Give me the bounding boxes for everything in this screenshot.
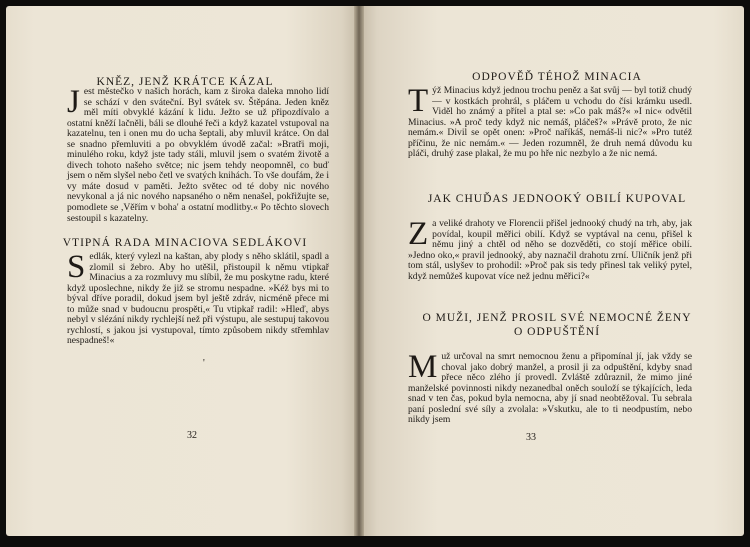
page-number: 32 (187, 430, 197, 441)
section-heading-continued: O ODPUŠTĚNÍ (513, 326, 601, 338)
story-text (67, 249, 329, 347)
page-number: 33 (526, 432, 536, 443)
story-text (67, 84, 329, 224)
drop-cap: J (67, 84, 80, 120)
paragraph: a veliké drahoty ve Florencii přišel jednooký chudý na trh, aby, jak povídal, koupil měřici obilí. Když se vyptával na cenu, přišel k němu jiný a chtěl od něho se dozvěděti, co stojí měřice obilí. »Jedno oko,« pravil jednooký, aby naznačil drahotu zrní. Uličník jenž při tom stál, uslyšev to prohodil: »Proč pak sis tedy přinesl tak veliký pytel, když nemůžeš kupovat více než jednu měřici?« (408, 218, 692, 282)
drop-cap: M (408, 349, 438, 385)
story-text (408, 83, 692, 160)
ink-mark: ' (203, 358, 205, 369)
section-heading: ODPOVĚĎ TÉHOŽ MINACIA (472, 71, 642, 83)
section-heading: O MUŽI, JENŽ PROSIL SVÉ NEMOCNÉ ŽENY (422, 312, 692, 324)
book-gutter (354, 6, 364, 536)
story-text (408, 216, 692, 282)
drop-cap: S (67, 249, 86, 285)
story-text (408, 349, 692, 426)
drop-cap: Z (408, 216, 429, 252)
section-heading: JAK CHUĎAS JEDNOOKÝ OBILÍ KUPOVAL (427, 193, 687, 205)
section-heading: VTIPNÁ RADA MINACIOVA SEDLÁKOVI (62, 237, 308, 249)
section-heading: KNĚZ, JENŽ KRÁTCE KÁZAL (96, 76, 274, 88)
drop-cap: T (408, 83, 429, 119)
paragraph: ýž Minacius když jednou trochu peněz a šat svůj — byl totiž chudý — v kostkách prohrál, s pláčem u vchodu do čísi krámku usedl. Viděl ho známý a přítel a ptal se: »Co pak máš?« »I nic« odvětil Minacius. »A proč tedy když nic nemáš, pláčeš?« »Právě proto, že nic nemám.« Divil se opět onen: »Proč naříkáš, nemáš-li nic?« »Pro tutéž příčinu, že nic nemám.« — Jeden rozumněl, že druh nemá důvodu ku pláči, druhý zase plakal, že mu po hře nic nezbylo a že nic nemá. (408, 85, 692, 160)
paragraph: edlák, který vylezl na kaštan, aby plody s něho sklátil, spadl a zlomil si žebro. Aby ho utěšil, přistoupil k němu vtipkař Minacius a za rozmluvy mu slíbil, že mu poskytne radu, které když uposlechne, nikdy že již se stromu nespadne. »Kéž bys mi to býval dříve poradil, dokud jsem byl ještě zdráv, nicméně přece mi to může snad v budoucnu prospěti,« Tu vtipkař radil: »Hleď, abys nebyl v slézání nikdy rychlejší než při výstupu, ale sestupuj takovou rychlostí, s jakou jsi vystupoval, tímto způsobem nikdy střemhlav nespadneš!« (67, 251, 329, 347)
paragraph: est městečko v našich horách, kam z široka daleka mnoho lidí se schází v den sváteční. Byl svátek sv. Štěpána. Jeden kněz měl míti obvyklé kázání k lidu. Ježto se už připozdívalo a ostatní kněží lačněli, báli se dlouhé řeči a když kazatel vstupoval na kazatelnu, ten i onen mu do ucha šeptali, aby mluvil krátce. On dal se snadno přemluviti a po obvyklém úvodě začal: »Bratři moji, minulého roku, když jste tady stáli, mluvil jsem o svatém životě a divech tohoto našeho světce; nic jsem tehdy neopomněl, co buď jsem o něm slyšel nebo četl ve svatých knihách. To vše doufám, že i vy máte dosud v paměti. Ježto světec od té doby nic nového nevykonal a já nic nového napsaného o něm nenašel, pokřižujte se, pomodlete se ,Věřím v boha' a ostatní modlitby.« Po těchto slovech sestoupil s kazatelny. (67, 86, 329, 224)
paragraph: už určoval na smrt nemocnou ženu a připomínal jí, jak vždy se choval jako dobrý manžel, a prosil ji za odpuštění, kdyby snad přece něco zlého jí provedl. Zvláště zdůraznil, že mimo jiné manželské povinnosti nikdy nezanedbal oněch souloží se týkajících, leda snad v ten čas, pokud byla nemocna, aby jí snad neobtěžoval. Tu sebrala paní poslední své síly a zvolala: »Vskutku, ale to ti neodpustím, nebo nikdy jsem (408, 351, 692, 426)
